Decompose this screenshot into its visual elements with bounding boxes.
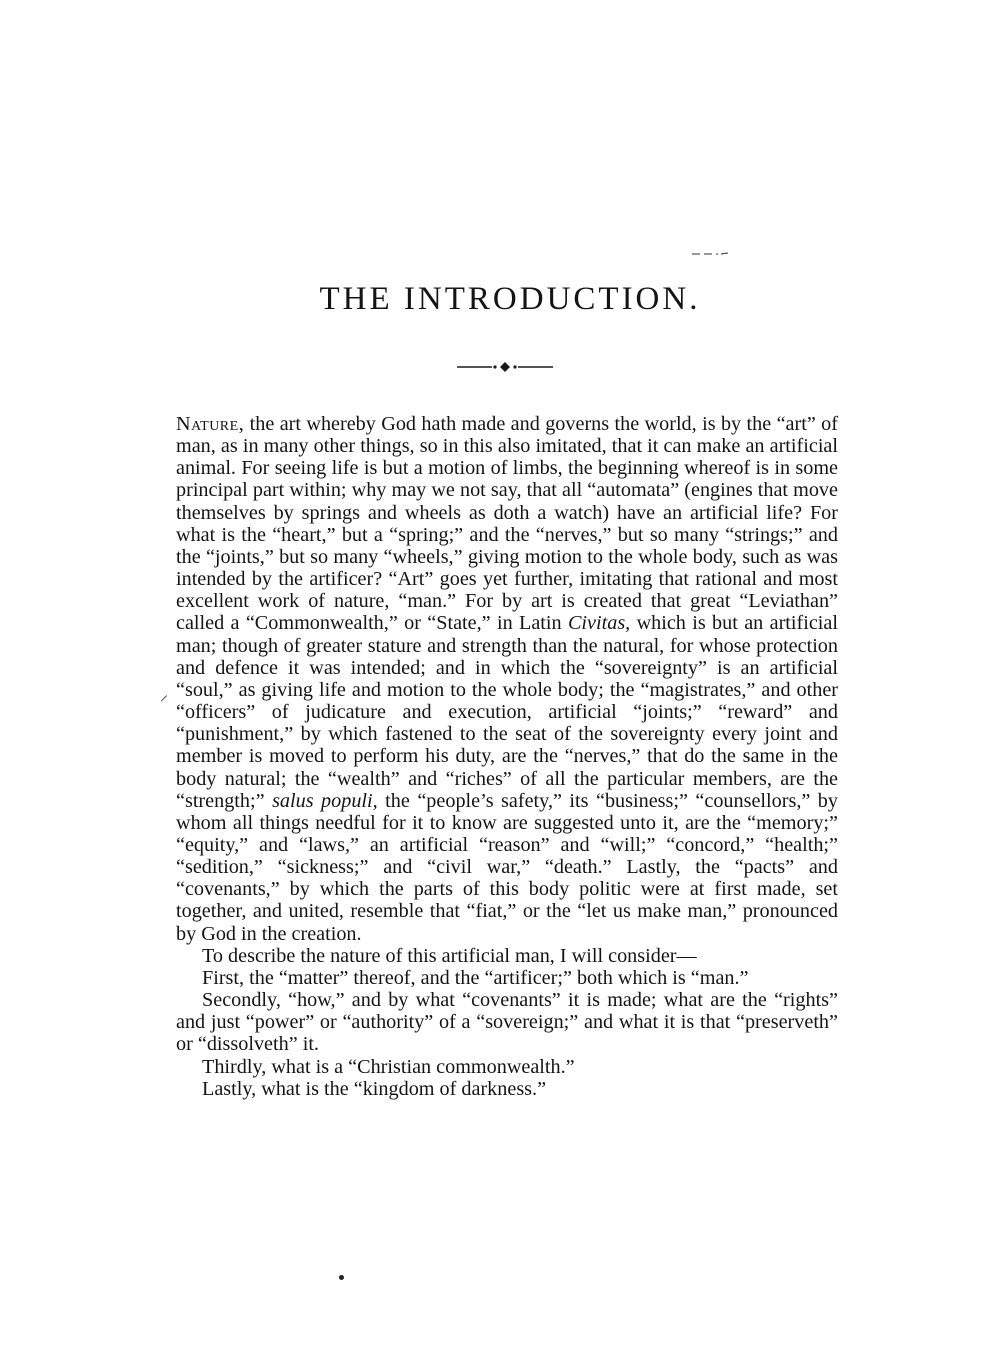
paragraph-lastly: Lastly, what is the “kingdom of darkness.” [202, 1077, 547, 1100]
paragraph-nature [176, 413, 838, 945]
margin-tick-mark: ⸝ [160, 687, 169, 704]
paragraph-text: the art whereby God hath made and governs the world, is by the “art” of man, as in many other things, so in this also imitated, that it can make an artificial animal. For seeing life is but a motion of limbs, the beginning whereof is in some principal part within; why may we not say, that all “automata” (engines that move themselves by springs and wheels as doth a watch) have an artificial life? For what is the “heart,” but a “spring;” and the “nerves,” but so many “strings;” and the “joints,” but so many “wheels,” giving motion to the whole body, such as was intended by the artificer? “Art” goes yet further, imitating that rational and most excellent work of nature, “man.” For by art is created that great “Leviathan” called a “Commonwealth,” or “State,” in Latin [176, 413, 838, 635]
paragraph-consider: To describe the nature of this artificial man, I will consider— [202, 944, 697, 967]
paragraph-first: First, the “matter” thereof, and the “artificer;” both which is “man.” [202, 966, 749, 989]
introduction-body [176, 413, 838, 1100]
latin-salus-populi: salus populi, [272, 789, 378, 812]
title-ornament-divider [455, 360, 555, 374]
printing-mark [690, 250, 730, 256]
paragraph-text-continued: which is but an artificial man; though of greater stature and strength than the natural, for whose protection and defence it was intended; and in which the “sovereignty” is an artificial “soul,” as giving life and motion to the whole body; the “magistrates,” and other “officers” of judicature and execution, artificial “joints;” “reward” and “punishment,” by which fastened to the seat of the sovereignty every joint and member is moved to perform his duty, are the “nerves,” that do the same in the body natural; the “wealth” and “riches” of all the particular members, are the “strength;” [176, 612, 838, 812]
paragraph-secondly: Secondly, “how,” and by what “covenants” it is made; what are the “rights” and just “power” or “authority” of a “sovereign;” and what it is that “preserveth” or “dissolveth” it. [176, 989, 838, 1056]
printing-dot [339, 1275, 344, 1280]
chapter-title: THE INTRODUCTION. [319, 281, 701, 317]
drop-word: Nature, [176, 413, 245, 435]
latin-civitas: Civitas, [567, 612, 631, 635]
paragraph-text-end: the “people’s safety,” its “business;” “counsellors,” by whom all things needful for it to know are suggested unto it, are the “memory;” “equity,” and “laws,” an artificial “reason” and “will;” “concord,” “health;” “sedition,” “sickness;” and “civil war,” “death.” Lastly, the “pacts” and “covenants,” by which the parts of this body politic were at first made, set together, and united, resemble that “fiat,” or the “let us make man,” pronounced by God in the creation. [176, 789, 838, 945]
paragraph-thirdly: Thirdly, what is a “Christian commonwealth.” [202, 1055, 575, 1078]
